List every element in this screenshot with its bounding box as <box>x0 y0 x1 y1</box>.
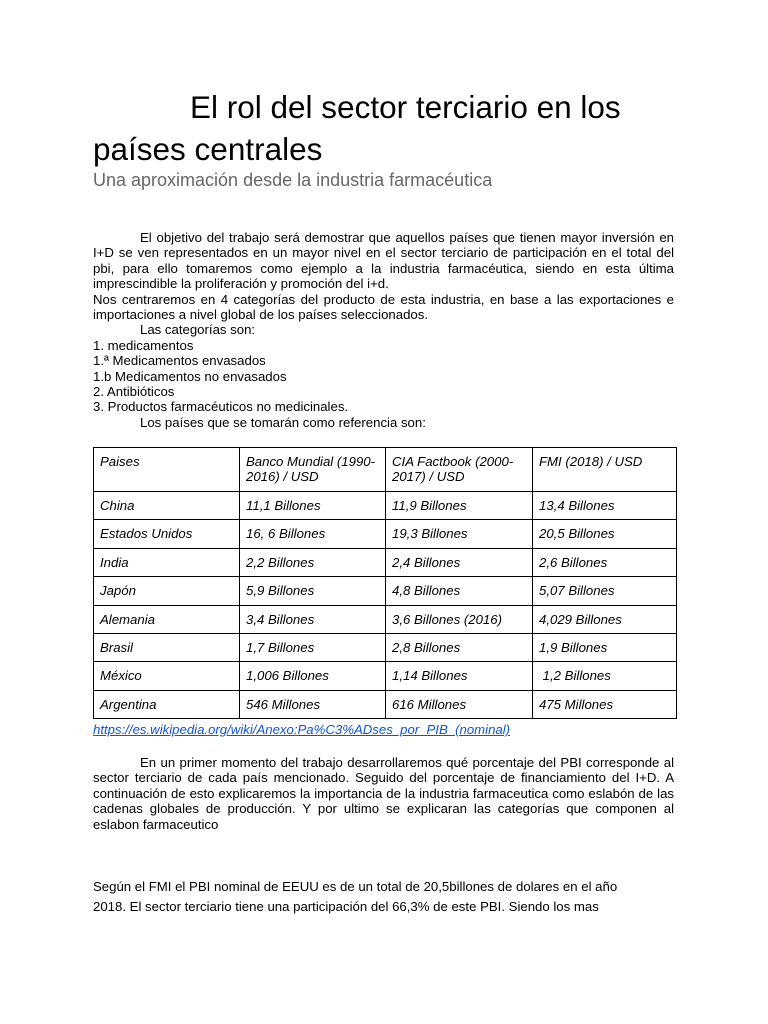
table-cell: Japón <box>94 577 240 605</box>
gdp-table <box>93 447 677 719</box>
table-cell: 4,029 Billones <box>533 605 677 633</box>
table-cell: 1,006 Billones <box>240 662 386 690</box>
table-row <box>94 520 677 548</box>
table-cell: 11,1 Billones <box>240 492 386 520</box>
table-row <box>94 634 677 662</box>
table-cell: 2,8 Billones <box>386 634 533 662</box>
table-cell: Estados Unidos <box>94 520 240 548</box>
document-subtitle: Una aproximación desde la industria farmacéutica <box>93 170 493 190</box>
analysis-line-1: Según el FMI el PBI nominal de EEUU es de un total de 20,5billones de dolares en el año <box>93 879 618 894</box>
document-title <box>93 86 693 170</box>
table-cell: 5,07 Billones <box>533 577 677 605</box>
table-cell: 13,4 Billones <box>533 492 677 520</box>
table-cell: 1,14 Billones <box>386 662 533 690</box>
table-cell: Argentina <box>94 690 240 718</box>
table-cell: Brasil <box>94 634 240 662</box>
table-header-cell: FMI (2018) / USD <box>533 448 677 492</box>
table-cell: 546 Millones <box>240 690 386 718</box>
intro-paragraph-2: Nos centraremos en 4 categorías del producto de esta industria, en base a las exportaciones e importaciones a nivel global de los países seleccionados. <box>93 291 674 323</box>
table-row <box>94 662 677 690</box>
table-cell: 11,9 Billones <box>386 492 533 520</box>
table-cell: 20,5 Billones <box>533 520 677 548</box>
table-cell: 1,7 Billones <box>240 634 386 662</box>
table-cell: México <box>94 662 240 690</box>
category-item: 1.ª Medicamentos envasados <box>93 353 266 369</box>
table-cell: 5,9 Billones <box>240 577 386 605</box>
table-row <box>94 548 677 576</box>
category-item: 1.b Medicamentos no envasados <box>93 368 287 384</box>
table-cell: 616 Millones <box>386 690 533 718</box>
categories-intro: Las categorías son: <box>140 322 256 338</box>
title-line-2: países centrales <box>93 131 323 167</box>
table-cell: 2,2 Billones <box>240 548 386 576</box>
source-link[interactable]: https://es.wikipedia.org/wiki/Anexo:Pa%C3%ADses_por_PIB_(nominal) <box>93 722 511 737</box>
table-cell: 19,3 Billones <box>386 520 533 548</box>
table-cell: 3,4 Billones <box>240 605 386 633</box>
category-item: 1. medicamentos <box>93 337 194 353</box>
table-header-row <box>94 448 677 492</box>
intro-section <box>93 230 674 430</box>
table-cell: 4,8 Billones <box>386 577 533 605</box>
table-cell: 16, 6 Billones <box>240 520 386 548</box>
table-header-cell: Banco Mundial (1990-2016) / USD <box>240 448 386 492</box>
gdp-analysis-section <box>93 877 673 917</box>
table-cell: China <box>94 492 240 520</box>
category-item: 2. Antibióticos <box>93 384 175 400</box>
table-header-cell: CIA Factbook (2000-2017) / USD <box>386 448 533 492</box>
table-cell: 1,9 Billones <box>533 634 677 662</box>
table-row <box>94 492 677 520</box>
table-row <box>94 605 677 633</box>
intro-paragraph-1: El objetivo del trabajo será demostrar que aquellos países que tienen mayor inversión en I+D se ven representados en un mayor nivel en el sector terciario de participación en el total del pbi, para ello tomaremos como ejemplo a la industria farmacéutica, siendo en esta última imprescindible la proliferación y promoción del i+d. <box>93 230 674 292</box>
table-row <box>94 577 677 605</box>
table-cell: 2,4 Billones <box>386 548 533 576</box>
category-item: 3. Productos farmacéuticos no medicinales. <box>93 399 349 415</box>
analysis-line-2: 2018. El sector terciario tiene una participación del 66,3% de este PBI. Siendo los mas <box>93 899 599 914</box>
table-header-cell: Paises <box>94 448 240 492</box>
table-cell: India <box>94 548 240 576</box>
countries-intro: Los países que se tomarán como referencia son: <box>140 414 426 430</box>
table-row <box>94 690 677 718</box>
method-section <box>93 755 674 832</box>
table-cell: Alemania <box>94 605 240 633</box>
table-cell: 2,6 Billones <box>533 548 677 576</box>
method-paragraph: En un primer momento del trabajo desarrollaremos qué porcentaje del PBI corresponde al sector terciario de cada país mencionado. Seguido del porcentaje de financiamiento del I+D. A continuación de esto explicaremos la importancia de la industria farmaceutica como eslabón de las cadenas globales de producción. Y por ultimo se explicaran las categorías que componen al eslabon farmaceutico <box>93 755 674 832</box>
table-cell: 475 Millones <box>533 690 677 718</box>
title-line-1: El rol del sector terciario en los <box>190 89 621 125</box>
table-cell: 1,2 Billones <box>533 662 677 690</box>
table-cell: 3,6 Billones (2016) <box>386 605 533 633</box>
